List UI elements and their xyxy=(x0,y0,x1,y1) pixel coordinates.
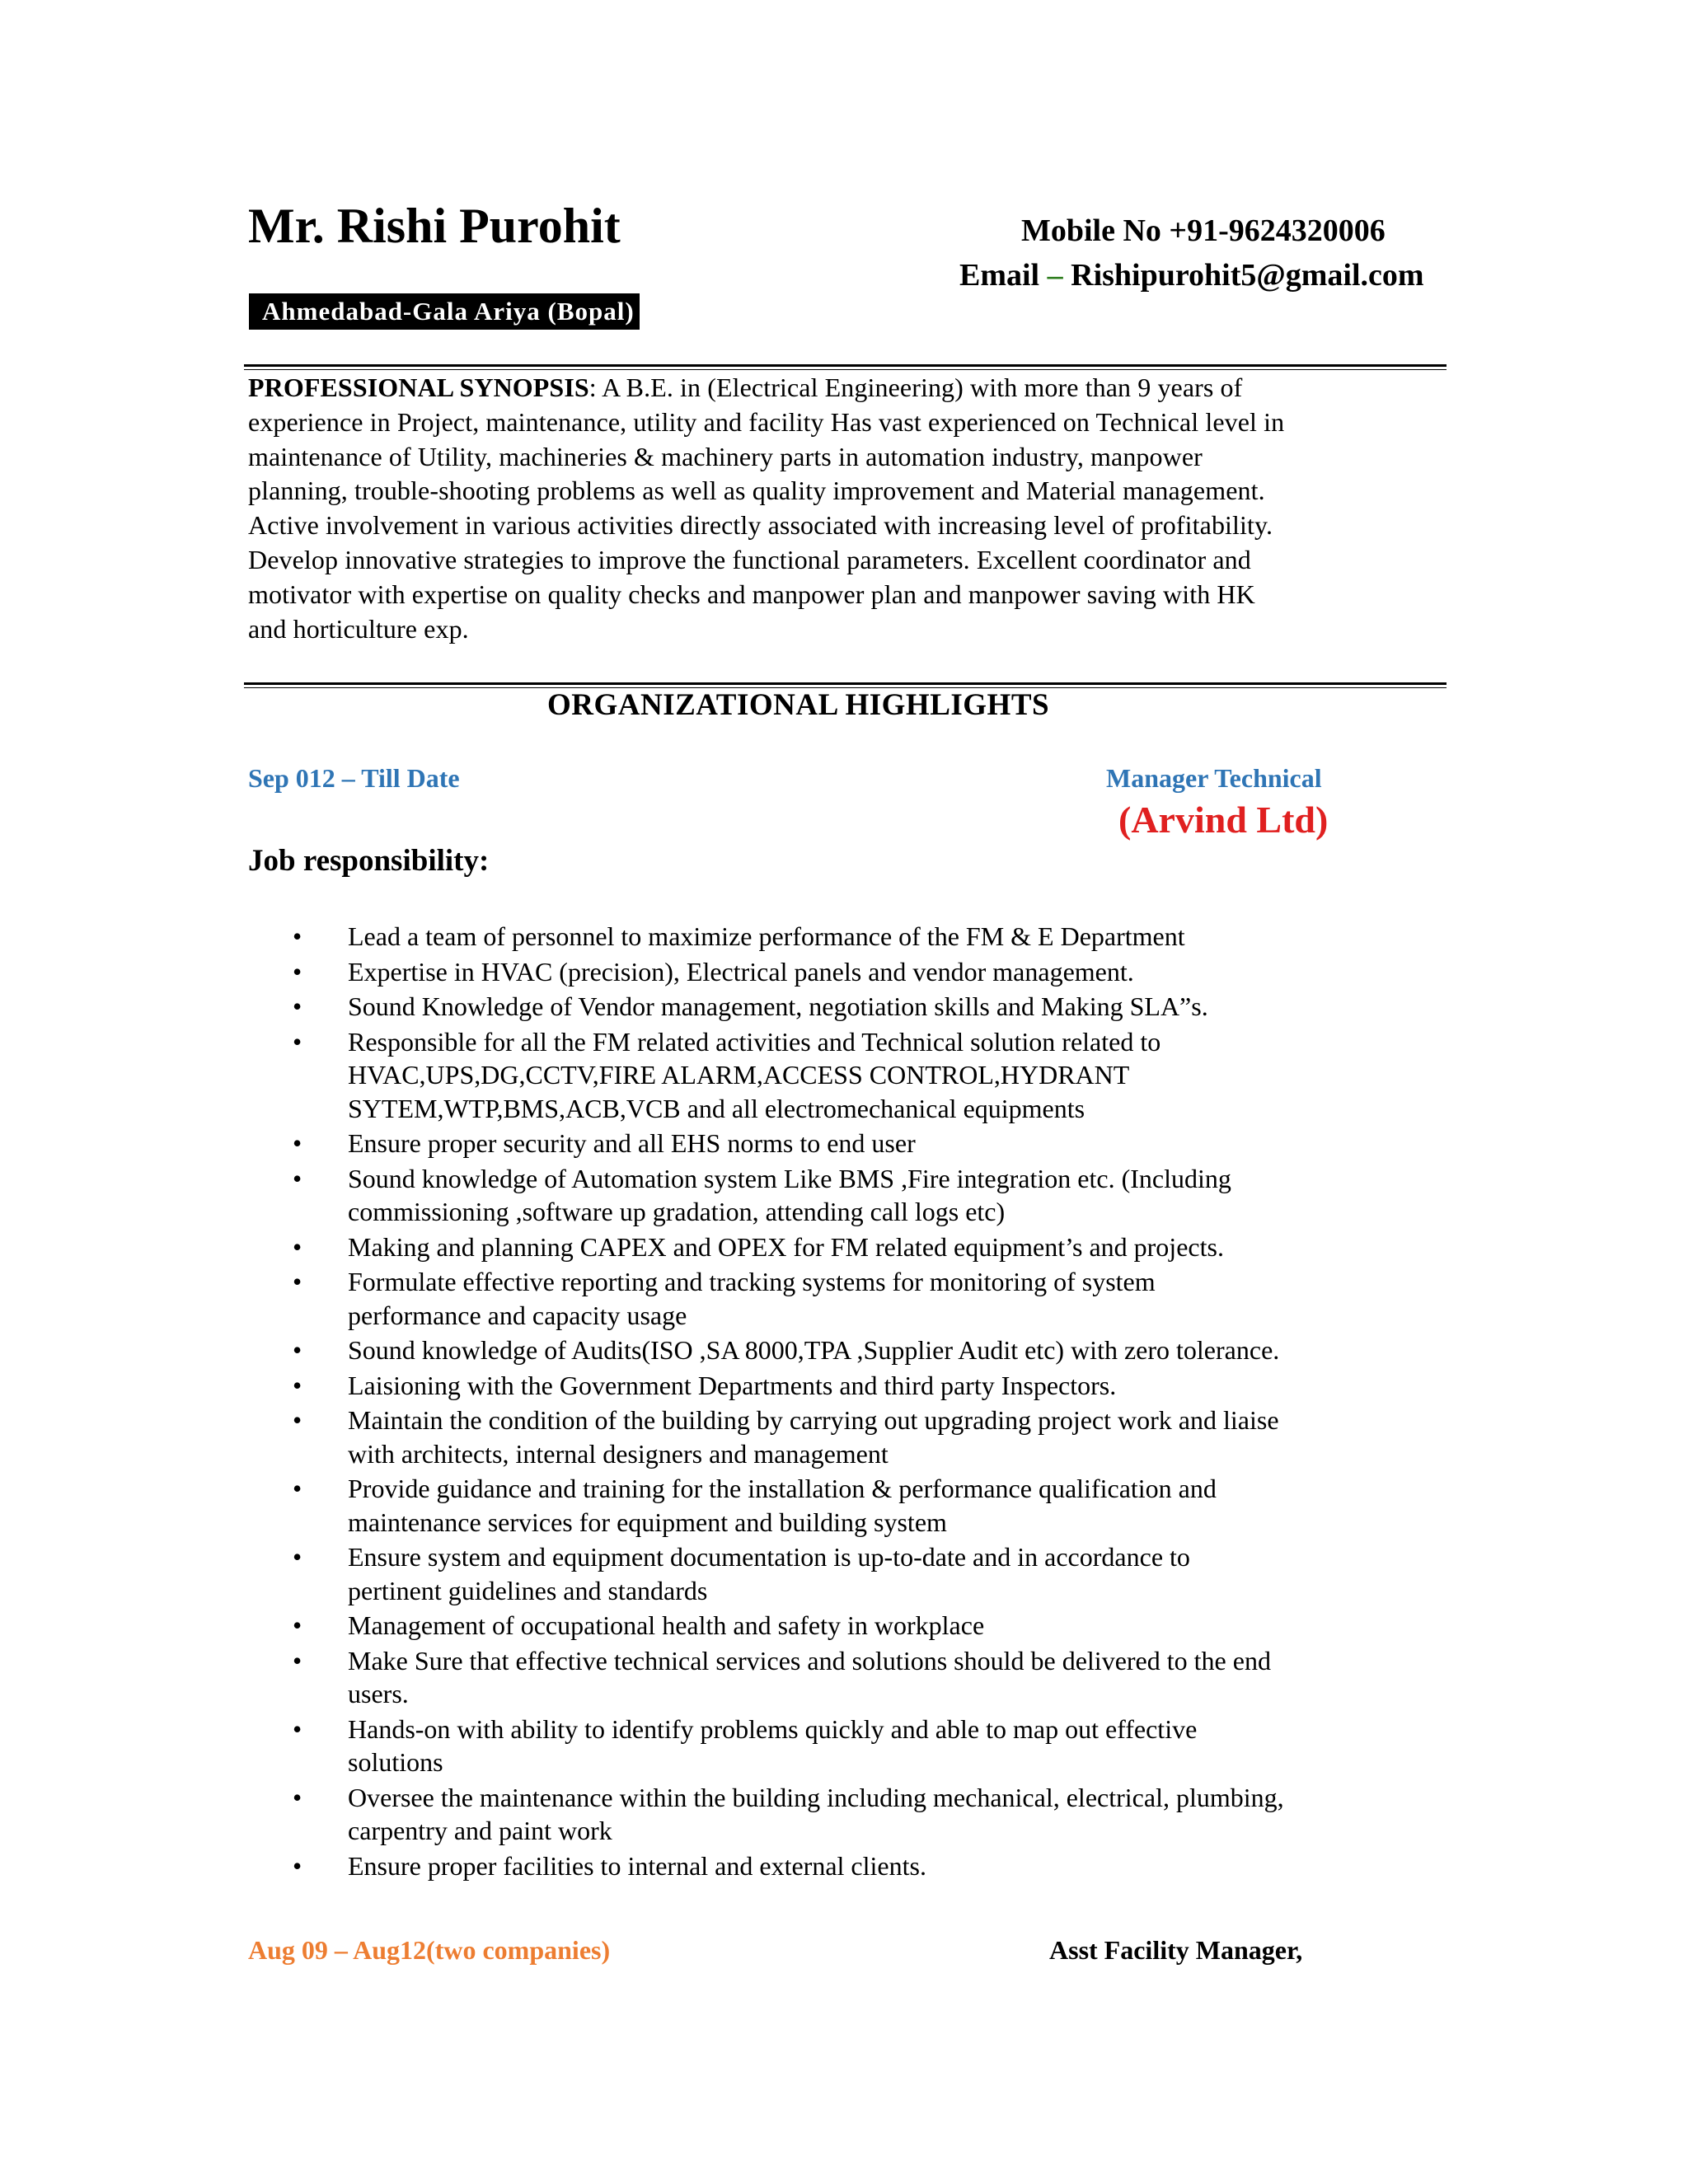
responsibility-text: solutions xyxy=(348,1747,443,1777)
responsibility-text: • Oversee the maintenance within the building including mechanical, electrical, plumbing, xyxy=(348,1782,1284,1812)
synopsis-text: maintenance of Utility, machineries & machinery parts in automation industry, manpower xyxy=(248,441,1203,471)
responsibility-item xyxy=(293,1472,1463,1539)
job1-period: Sep 012 – Till Date xyxy=(248,763,460,793)
responsibility-text: • Lead a team of personnel to maximize performance of the FM & E Department xyxy=(348,921,1185,951)
email-line xyxy=(959,257,1424,293)
responsibility-text: carpentry and paint work xyxy=(348,1816,612,1845)
responsibility-text: maintenance services for equipment and building system xyxy=(348,1507,947,1537)
job1-company: (Arvind Ltd) xyxy=(1118,799,1329,841)
responsibility-item xyxy=(293,1025,1463,1126)
synopsis-line xyxy=(248,371,1450,405)
job2-role: Asst Facility Manager, xyxy=(1049,1935,1303,1965)
synopsis-line xyxy=(248,612,1450,647)
responsibility-text: • Maintain the condition of the building by carrying out upgrading project work and liaise xyxy=(348,1405,1279,1435)
responsibility-item xyxy=(293,1609,1463,1643)
responsibility-item xyxy=(293,1127,1463,1160)
responsibility-text: • Formulate effective reporting and tracking systems for monitoring of system xyxy=(348,1267,1156,1296)
synopsis-line xyxy=(248,509,1450,543)
responsibility-text: • Provide guidance and training for the installation & performance qualification and xyxy=(348,1474,1217,1503)
synopsis-text: motivator with expertise on quality checks and manpower plan and manpower saving with HK xyxy=(248,579,1255,609)
responsibility-text: • Expertise in HVAC (precision), Electrical panels and vendor management. xyxy=(348,956,1134,987)
responsibility-text: • Laisioning with the Government Departments and third party Inspectors. xyxy=(348,1370,1117,1400)
job2-period: Aug 09 – Aug12(two companies) xyxy=(248,1935,611,1965)
responsibility-text: commissioning ,software up gradation, attending call logs etc) xyxy=(348,1197,1006,1226)
responsibility-text: performance and capacity usage xyxy=(348,1300,687,1330)
job-responsibility-heading: Job responsibility: xyxy=(248,844,490,878)
responsibility-item xyxy=(293,1162,1463,1229)
responsibility-text: • Management of occupational health and safety in workplace xyxy=(348,1610,985,1640)
responsibility-text: pertinent guidelines and standards xyxy=(348,1575,708,1605)
synopsis-line xyxy=(248,474,1450,509)
header-divider xyxy=(244,364,1447,370)
email-label: Email xyxy=(959,258,1040,293)
responsibility-item xyxy=(293,1404,1463,1470)
responsibility-text: • Ensure proper facilities to internal and external clients. xyxy=(348,1850,926,1881)
responsibility-text: • Making and planning CAPEX and OPEX for FM related equipment’s and projects. xyxy=(348,1231,1224,1262)
synopsis-text: Active involvement in various activities directly associated with increasing level of profitability. xyxy=(248,510,1273,541)
responsibility-text: • Ensure proper security and all EHS norms to end user xyxy=(348,1128,916,1158)
responsibility-item xyxy=(293,1230,1463,1264)
synopsis-line xyxy=(248,543,1450,578)
email-dash: – xyxy=(1047,258,1063,293)
responsibility-text: SYTEM,WTP,BMS,ACB,VCB and all electromechanical equipments xyxy=(348,1093,1085,1123)
organizational-highlights-heading: ORGANIZATIONAL HIGHLIGHTS xyxy=(547,688,1050,722)
responsibility-item xyxy=(293,1333,1463,1367)
synopsis-text: : A B.E. in (Electrical Engineering) with more than 9 years of xyxy=(588,373,1243,402)
candidate-name: Mr. Rishi Purohit xyxy=(248,199,621,253)
responsibility-item xyxy=(293,955,1463,989)
responsibility-item xyxy=(293,920,1463,954)
responsibility-item xyxy=(293,990,1463,1024)
responsibility-item xyxy=(293,1369,1463,1403)
responsibility-item xyxy=(293,1713,1463,1779)
mobile-number: Mobile No +91-9624320006 xyxy=(1021,213,1386,248)
synopsis-text: experience in Project, maintenance, utility and facility Has vast experienced on Technical level in xyxy=(248,406,1285,437)
synopsis-text: planning, trouble-shooting problems as well as quality improvement and Material management. xyxy=(248,476,1265,506)
responsibility-item xyxy=(293,1781,1463,1848)
responsibility-text: with architects, internal designers and management xyxy=(348,1438,889,1469)
responsibility-text: users. xyxy=(348,1679,409,1708)
job1-role: Manager Technical xyxy=(1106,763,1322,793)
synopsis-label: PROFESSIONAL SYNOPSIS xyxy=(248,373,589,402)
synopsis-text: Develop innovative strategies to improve the functional parameters. Excellent coordinator and xyxy=(248,544,1251,574)
responsibility-item xyxy=(293,1540,1463,1607)
responsibility-text: • Sound Knowledge of Vendor management, negotiation skills and Making SLA”s. xyxy=(348,991,1208,1021)
responsibility-item xyxy=(293,1265,1463,1332)
synopsis-text: and horticulture exp. xyxy=(248,613,469,644)
responsibility-text: • Sound knowledge of Automation system Like BMS ,Fire integration etc. (Including xyxy=(348,1163,1231,1193)
responsibility-list xyxy=(293,920,1463,1884)
responsibility-item xyxy=(293,1644,1463,1711)
responsibility-text: HVAC,UPS,DG,CCTV,FIRE ALARM,ACCESS CONTROL,HYDRANT xyxy=(348,1060,1130,1090)
responsibility-text: • Hands-on with ability to identify problems quickly and able to map out effective xyxy=(348,1713,1198,1744)
synopsis-line xyxy=(248,440,1450,475)
responsibility-text: • Responsible for all the FM related activities and Technical solution related to xyxy=(348,1026,1161,1057)
professional-synopsis xyxy=(248,371,1450,646)
email-address[interactable]: Rishipurohit5@gmail.com xyxy=(1071,258,1424,293)
responsibility-item xyxy=(293,1849,1463,1883)
responsibility-text: • Ensure system and equipment documentation is up-to-date and in accordance to xyxy=(348,1542,1190,1572)
synopsis-line xyxy=(248,578,1450,612)
synopsis-line xyxy=(248,405,1450,440)
location-badge: Ahmedabad-Gala Ariya (Bopal) xyxy=(249,293,640,330)
responsibility-text: • Sound knowledge of Audits(ISO ,SA 8000,TPA ,Supplier Audit etc) with zero tolerance. xyxy=(348,1335,1280,1365)
responsibility-text: • Make Sure that effective technical services and solutions should be delivered to the end xyxy=(348,1645,1271,1675)
